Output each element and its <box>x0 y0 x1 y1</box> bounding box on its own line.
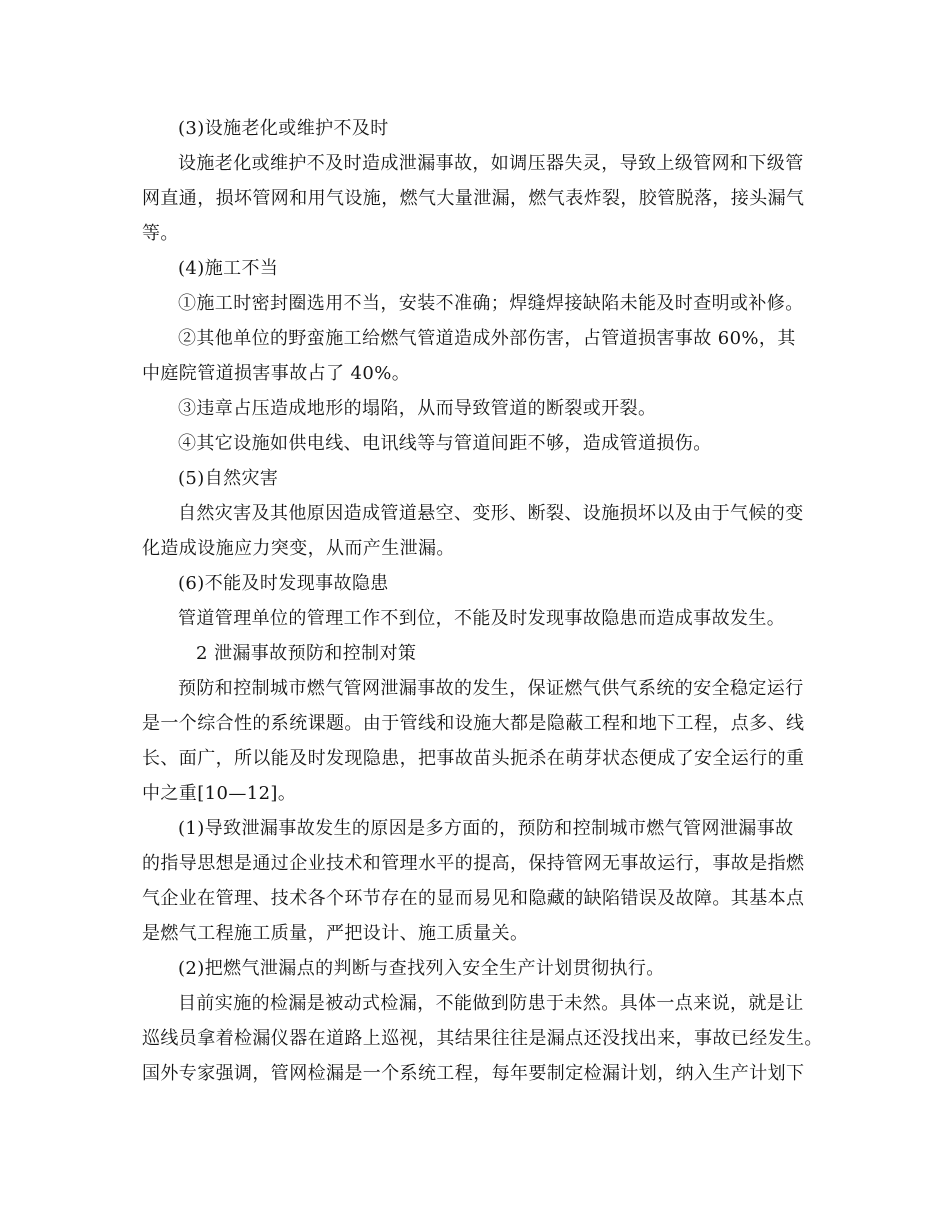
paragraph-line: 长、面广，所以能及时发现隐患，把事故苗头扼杀在萌芽状态便成了安全运行的重 <box>142 748 805 769</box>
paragraph-line: 气企业在管理、技术各个环节存在的显而易见和隐藏的缺陷错误及故障。其基本点 <box>142 888 805 909</box>
list-item: ③违章占压造成地形的塌陷，从而导致管道的断裂或开裂。 <box>178 398 657 419</box>
paragraph-line: 等。 <box>142 223 179 244</box>
paragraph-line: 化造成设施应力突变，从而产生泄漏。 <box>142 538 455 559</box>
list-item: ①施工时密封圈选用不当，安装不准确；焊缝焊接缺陷未能及时查明或补修。 <box>178 293 804 314</box>
paragraph-line: 设施老化或维护不及时造成泄漏事故，如调压器失灵，导致上级管网和下级管 <box>178 153 804 174</box>
heading-natural-disaster: (5)自然灾害 <box>178 468 279 489</box>
heading-facility-aging: (3)设施老化或维护不及时 <box>178 118 389 139</box>
paragraph-line: 网直通，损坏管网和用气设施，燃气大量泄漏，燃气表炸裂，胶管脱落，接头漏气 <box>142 188 805 209</box>
section-heading: 2 泄漏事故预防和控制对策 <box>196 643 417 664</box>
paragraph-line: 中之重[10—12]。 <box>142 783 297 804</box>
paragraph-line: 目前实施的检漏是被动式检漏，不能做到防患于未然。具体一点来说，就是让 <box>178 993 804 1014</box>
paragraph-line: 是一个综合性的系统课题。由于管线和设施大都是隐蔽工程和地下工程，点多、线 <box>142 713 805 734</box>
paragraph-line: 中庭院管道损害事故占了 40%。 <box>142 363 411 384</box>
paragraph-line: 预防和控制城市燃气管网泄漏事故的发生，保证燃气供气系统的安全稳定运行 <box>178 678 804 699</box>
list-item: ②其他单位的野蛮施工给燃气管道造成外部伤害，占管道损害事故 60%，其 <box>178 328 796 349</box>
paragraph-line: (2)把燃气泄漏点的判断与查找列入安全生产计划贯彻执行。 <box>178 958 665 979</box>
paragraph-line: 国外专家强调，管网检漏是一个系统工程，每年要制定检漏计划，纳入生产计划下 <box>142 1063 805 1084</box>
paragraph-line: 管道管理单位的管理工作不到位，不能及时发现事故隐患而造成事故发生。 <box>178 608 786 629</box>
heading-construction: (4)施工不当 <box>178 258 279 279</box>
paragraph-line: (1)导致泄漏事故发生的原因是多方面的，预防和控制城市燃气管网泄漏事故 <box>178 818 794 839</box>
heading-hazard-detection: (6)不能及时发现事故隐患 <box>178 573 389 594</box>
paragraph-line: 的指导思想是通过企业技术和管理水平的提高，保持管网无事故运行，事故是指燃 <box>142 853 805 874</box>
paragraph-line: 是燃气工程施工质量，严把设计、施工质量关。 <box>142 923 529 944</box>
paragraph-line: 巡线员拿着检漏仪器在道路上巡视，其结果往往是漏点还没找出来，事故已经发生。 <box>142 1028 823 1049</box>
paragraph-line: 自然灾害及其他原因造成管道悬空、变形、断裂、设施损坏以及由于气候的变 <box>178 503 804 524</box>
list-item: ④其它设施如供电线、电讯线等与管道间距不够，造成管道损伤。 <box>178 433 712 454</box>
